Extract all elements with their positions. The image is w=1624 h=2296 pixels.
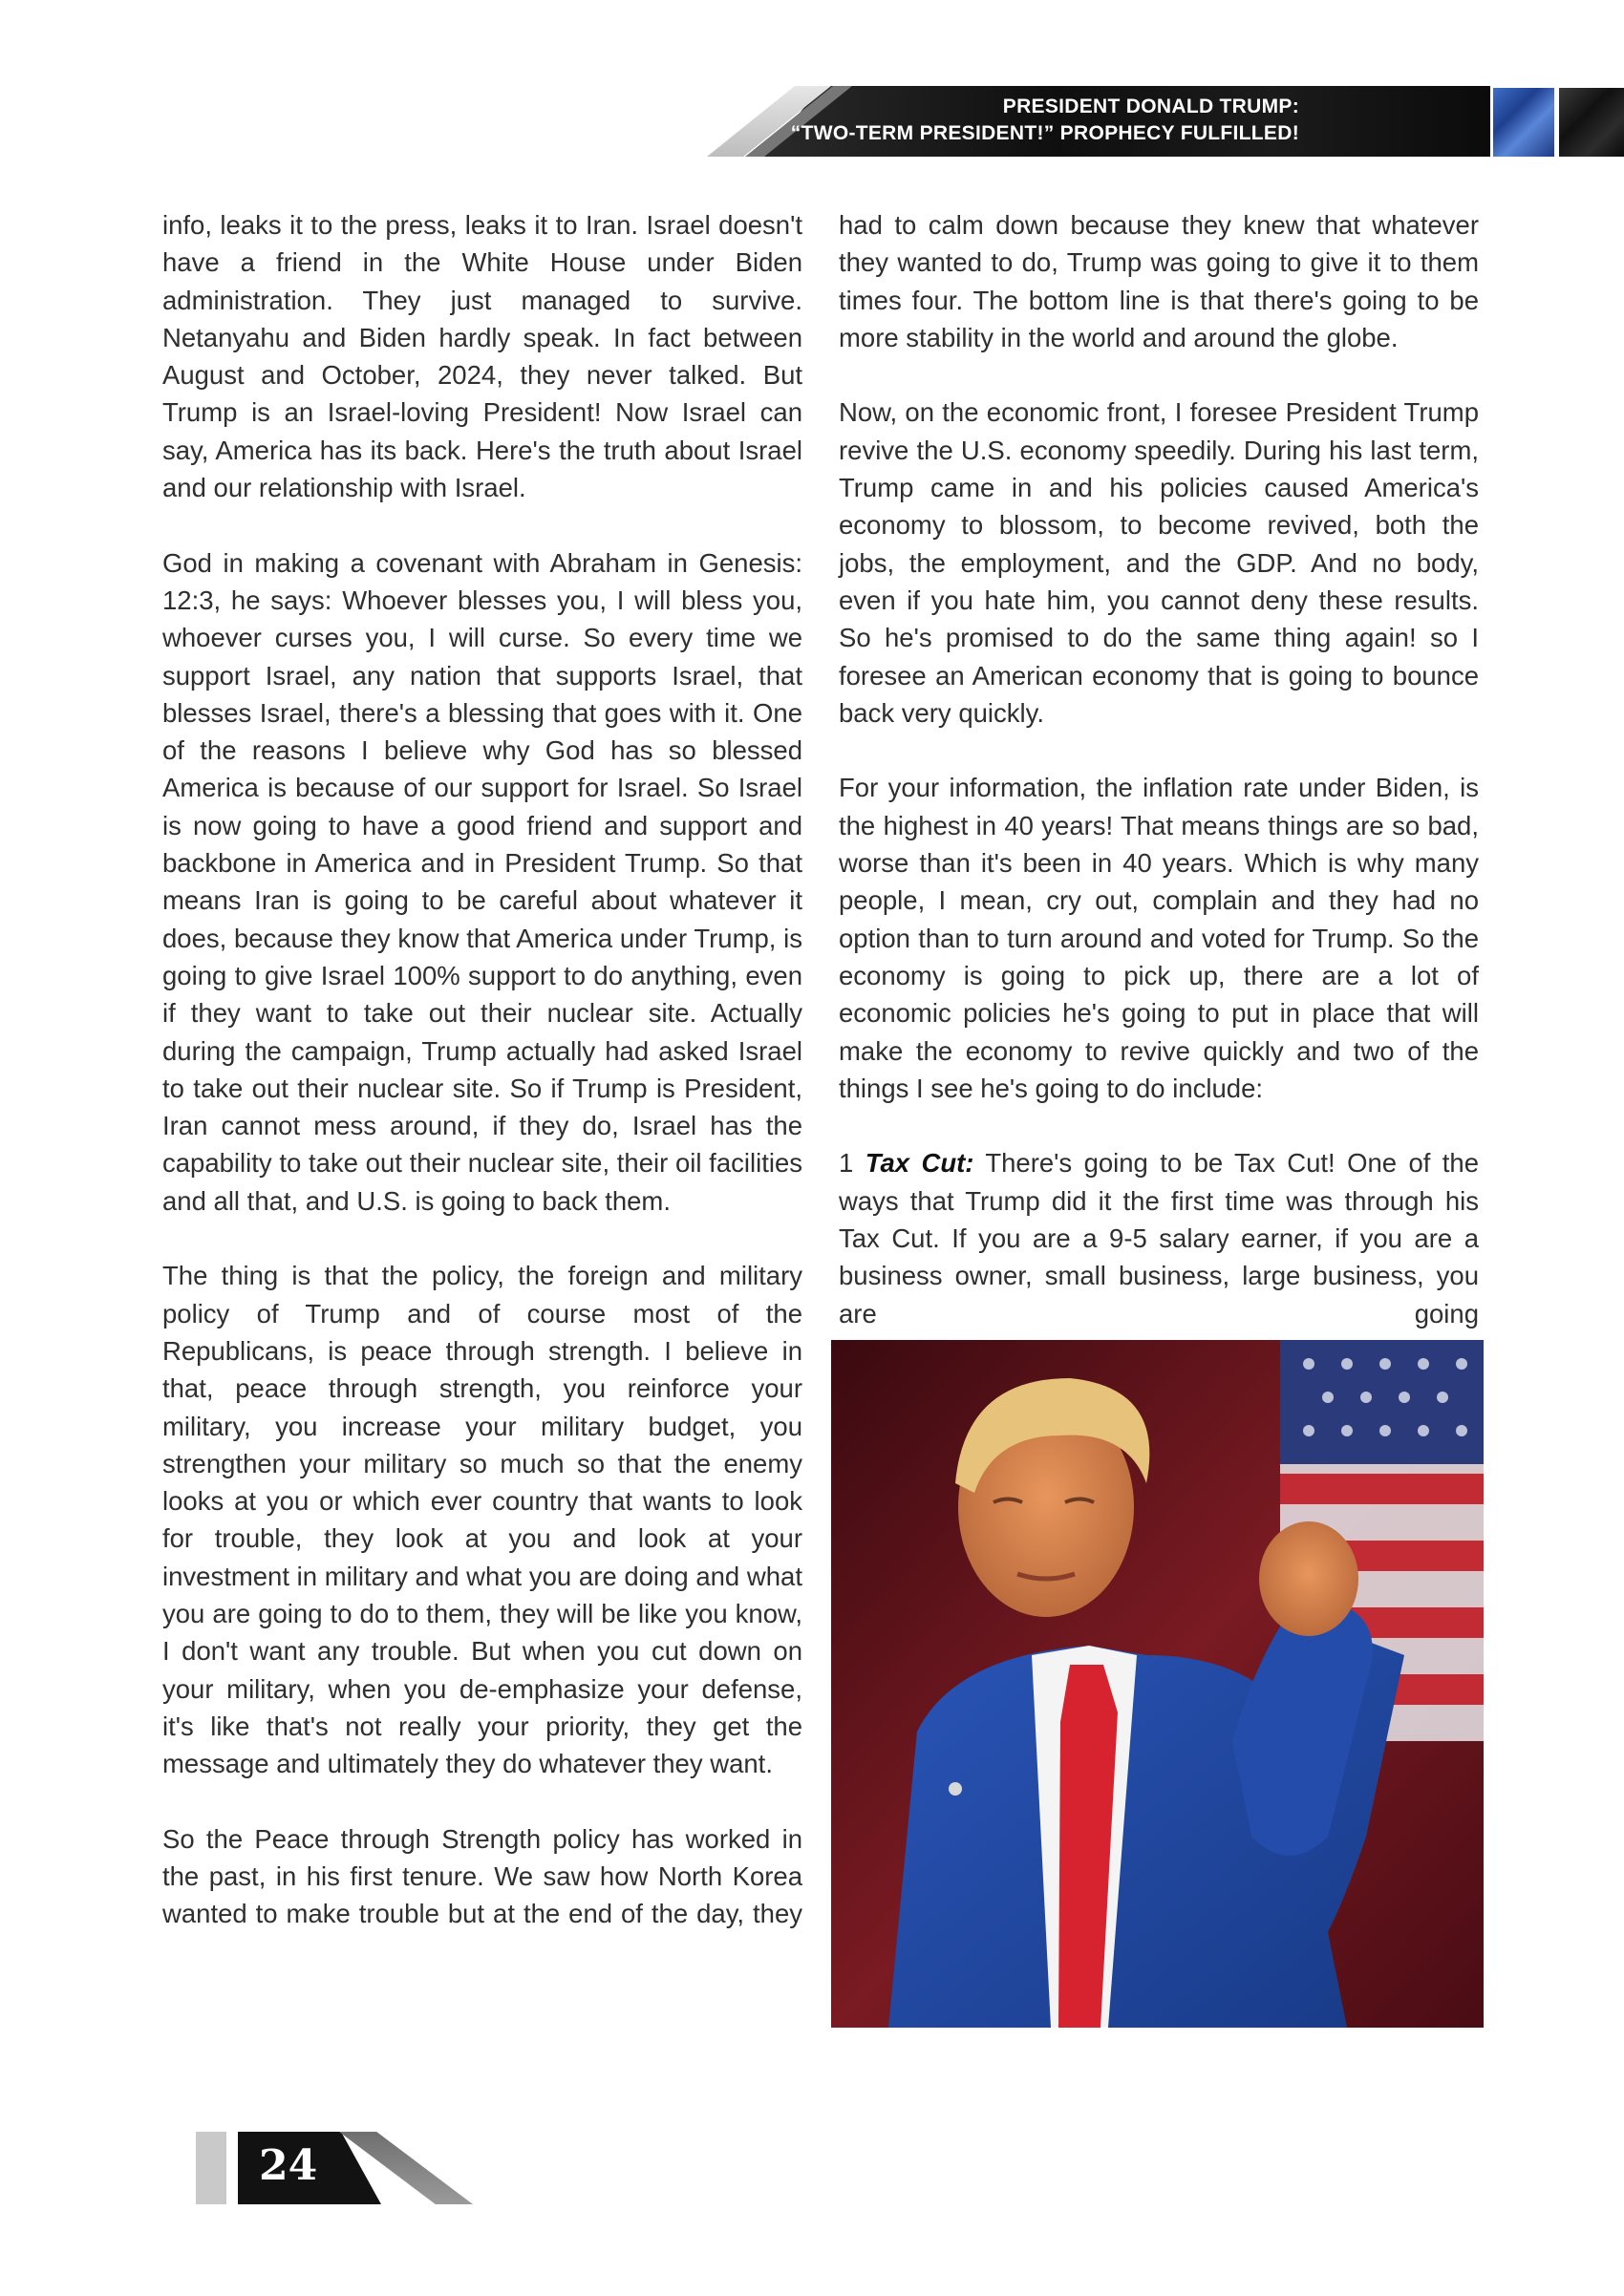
- left-column: [162, 206, 802, 1933]
- tax-cut-label: Tax Cut:: [865, 1148, 974, 1179]
- right-column: [839, 206, 1479, 1332]
- paragraph: So the Peace through Strength policy has worked in the past, in his first tenure. We saw how North Korea wanted to make trouble but at the end of the day, they: [162, 1823, 802, 1929]
- header-title-line1: PRESIDENT DONALD TRUMP:: [1002, 96, 1299, 117]
- photo-illustration: [831, 1340, 1484, 2028]
- header-title: [791, 94, 1299, 147]
- tax-cut-paragraph: [839, 1144, 1479, 1331]
- tax-cut-number: 1: [839, 1148, 854, 1179]
- page-header: [707, 86, 1490, 157]
- header-title-line2: “TWO-TERM PRESIDENT!” PROPHECY FULFILLED!: [790, 122, 1299, 144]
- header-dark-block: [1559, 88, 1624, 157]
- paragraph: Now, on the economic front, I foresee President Trump revive the U.S. economy speedily. During his last term, Trump came in and his policies caused America's economy to blossom, to become revived, both the jobs, the employment, and the GDP. And no body, even if you hate him, you cannot deny these results. So he's promised to do the same thing again! so I foresee an American economy that is going to bounce back very quickly.: [839, 397, 1479, 728]
- paragraph: info, leaks it to the press, leaks it to Iran. Israel doesn't have a friend in the White House under Biden administration. They just managed to survive. Netanyahu and Biden hardly speak. In fact between August and October, 2024, they never talked. But Trump is an Israel-loving President! Now Israel can say, America has its back. Here's the truth about Israel and our relationship with Israel.: [162, 210, 802, 503]
- photo-trump-fist: [831, 1340, 1484, 2028]
- header-blue-block: [1493, 88, 1554, 157]
- paragraph: For your information, the inflation rate under Biden, is the highest in 40 years! That means things are so bad, worse than it's been in 40 years. Which is why many people, I mean, cry out, complain and they had no option than to turn around and voted for Trump. So the economy is going to pick up, there are a lot of economic policies he's going to put in place that will make the economy to revive quickly and two of the things I see he's going to do include:: [839, 773, 1479, 1103]
- page-footer: [196, 2132, 473, 2204]
- tax-cut-text: There's going to be Tax Cut! One of the ways that Trump did it the first time was through his Tax Cut. If you are a 9-5 salary earner, if you are a business owner, small business, large business, you are going: [839, 1148, 1480, 1329]
- paragraph: had to calm down because they knew that whatever they wanted to do, Trump was going to give it to them times four. The bottom line is that there's going to be more stability in the world and around the globe.: [839, 210, 1479, 352]
- page-number: 24: [259, 2141, 318, 2190]
- paragraph: God in making a covenant with Abraham in Genesis: 12:3, he says: Whoever blesses you, I will bless you, whoever curses you, I will curse. So every time we support Israel, any nation that supports Israel, that blesses Israel, there's a blessing that goes with it. One of the reasons I believe why God has so blessed America is because of our support for Israel. So Israel is now going to have a good friend and support and backbone in America and in President Trump. So that means Iran is going to be careful about whatever it does, because they know that America under Trump, is going to give Israel 100% support to do anything, even if they want to take out their nuclear site. Actually during the campaign, Trump actually had asked Israel to take out their nuclear site. So if Trump is President, Iran cannot mess around, if they do, Israel has the capability to take out their nuclear site, their oil facilities and all that, and U.S. is going to back them.: [162, 547, 802, 1216]
- footer-gray-bar: [196, 2132, 226, 2204]
- paragraph: The thing is that the policy, the foreign and military policy of Trump and of course most of the Republicans, is peace through strength. I believe in that, peace through strength, you reinforce your military, you increase your military budget, you strengthen your military so much so that the enemy looks at you or which ever country that wants to look for trouble, they look at you and look at your investment in military and what you are doing and what you are going to do to them, they will be like you know, I don't want any trouble. But when you cut down on your military, when you de-emphasize your defense, it's like that's not really your priority, they get the message and ultimately they do whatever they want.: [162, 1261, 802, 1779]
